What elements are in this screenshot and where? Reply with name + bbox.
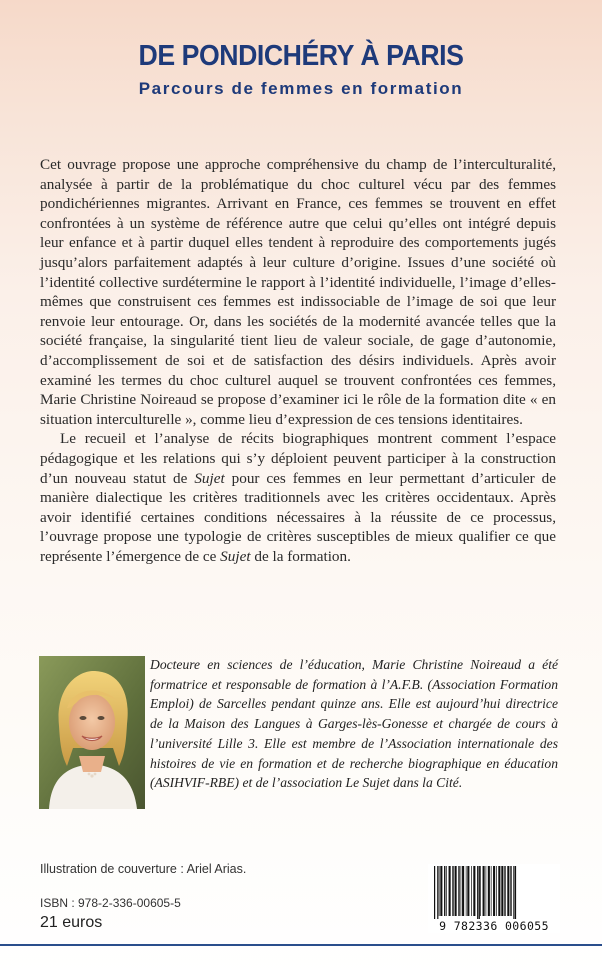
barcode-bar: [434, 866, 435, 920]
summary-p2-part-a: Le recueil et l’analyse de récits biographiques montrent comment l’espace pédagogique et les relations qui s’y déploient peuvent participer à la construction d’un nouveau statut de: [40, 430, 556, 487]
barcode-bar: [510, 866, 511, 916]
barcode-bar: [507, 866, 509, 916]
book-title: DE PONDICHÉRY À PARIS: [138, 40, 464, 72]
summary-text: [40, 155, 556, 566]
barcode-bar: [486, 866, 487, 916]
barcode-bar: [455, 866, 457, 916]
barcode-bar: [493, 866, 495, 916]
summary-paragraph-1: Cet ouvrage propose une approche compréhensive du champ de l’interculturalité, analysée à partir de la problématique du choc culturel vécu par des femmes pondichériennes migrantes. Arrivant en France, ces femmes se trouvent en effet confrontées à un système de référence autre que celui qu’elles ont intégré depuis leur enfance et à partir duquel elles tendent à reproduire des comportements jugés jusqu’alors parfaitement adaptés à leur culture d’origine. Issues d’une société où l’identité collective surdétermine le rapport à l’identité individuelle, l’image d’elles-mêmes que construisent ces femmes est indissociable de l’image de soi que leur renvoie leur entourage. Or, dans les sociétés de la modernité avancée telles que la société française, la singularité tient lieu de valeur sociale, de gage d’autonomie, d’accomplissement de soi et de satisfaction des désirs individuels. Après avoir examiné les termes du choc culturel auquel se trouvent confrontées ces femmes, Marie Christine Noireaud se propose d’examiner ici le rôle de la formation dite « en situation interculturelle », comme lieu d’expression de ces tensions identitaires.: [40, 156, 556, 428]
barcode-bar: [491, 866, 492, 916]
summary-p2-part-c: de la formation.: [250, 547, 351, 565]
barcode-bar: [496, 866, 497, 916]
barcode-bar: [498, 866, 500, 916]
barcode-bar: [444, 866, 445, 916]
barcode-number: 9 782336 006055: [428, 919, 560, 933]
isbn: ISBN : 978-2-336-00605-5: [40, 896, 181, 910]
barcode-bar: [458, 866, 459, 916]
summary-paragraph-2: [40, 429, 556, 566]
barcode-bar: [513, 866, 514, 920]
barcode-bar: [467, 866, 469, 916]
bottom-rule: [0, 944, 602, 946]
barcode-bar: [440, 866, 442, 916]
author-photo: [39, 656, 145, 809]
barcode-bar: [515, 866, 516, 920]
barcode-bar: [466, 866, 467, 916]
illustration-credit: Illustration de couverture : Ariel Arias.: [40, 862, 247, 876]
barcode-bar: [473, 866, 475, 916]
barcode-bar: [452, 866, 453, 916]
barcode-bar: [501, 866, 503, 916]
barcode-bar: [446, 866, 447, 916]
barcode-bar: [461, 866, 462, 916]
barcode-bar: [488, 866, 490, 916]
barcode-bars: [428, 864, 560, 920]
barcode-bar: [477, 866, 478, 920]
barcode-bar: [449, 866, 451, 916]
summary-p2-emphasis-1: Sujet: [194, 469, 225, 487]
price: 21 euros: [40, 914, 103, 931]
barcode-bar: [479, 866, 480, 920]
barcode-bar: [439, 866, 440, 916]
summary-p2-part-b: pour ces femmes en leur permettant d’articuler de manière dialectique les critères traditionnels avec les critères occidentaux. Après avoir identifié certaines conditions nécessaires à la réussite de ce processus, l’ouvrage propose une typologie de critères susceptibles de mieux qualifier ce que représente l’émergence de ce: [40, 469, 556, 565]
author-bio: Docteure en sciences de l’éducation, Marie Christine Noireaud a été formatrice et responsable de formation à l’A.F.B. (Association Formation Emploi) de Sarcelles pendant quinze ans. Elle est aujourd’hui directrice de la Maison des Langues à Garges-lès-Gonesse et chargée de cours à l’université Lille 3. Elle est membre de l’Association internationale des histoires de vie en formation et de recherche biographique en éducation (ASIHVIF-RBE) et de l’association Le Sujet dans la Cité.: [150, 657, 558, 791]
book-subtitle: Parcours de femmes en formation: [138, 79, 464, 98]
summary-p2-emphasis-2: Sujet: [220, 547, 251, 565]
barcode-bar: [462, 866, 464, 916]
barcode-bar: [483, 866, 485, 916]
barcode-bar: [480, 866, 481, 916]
barcode-bar: [504, 866, 505, 916]
barcode-bar: [471, 866, 472, 916]
barcode-bar: [437, 866, 438, 920]
